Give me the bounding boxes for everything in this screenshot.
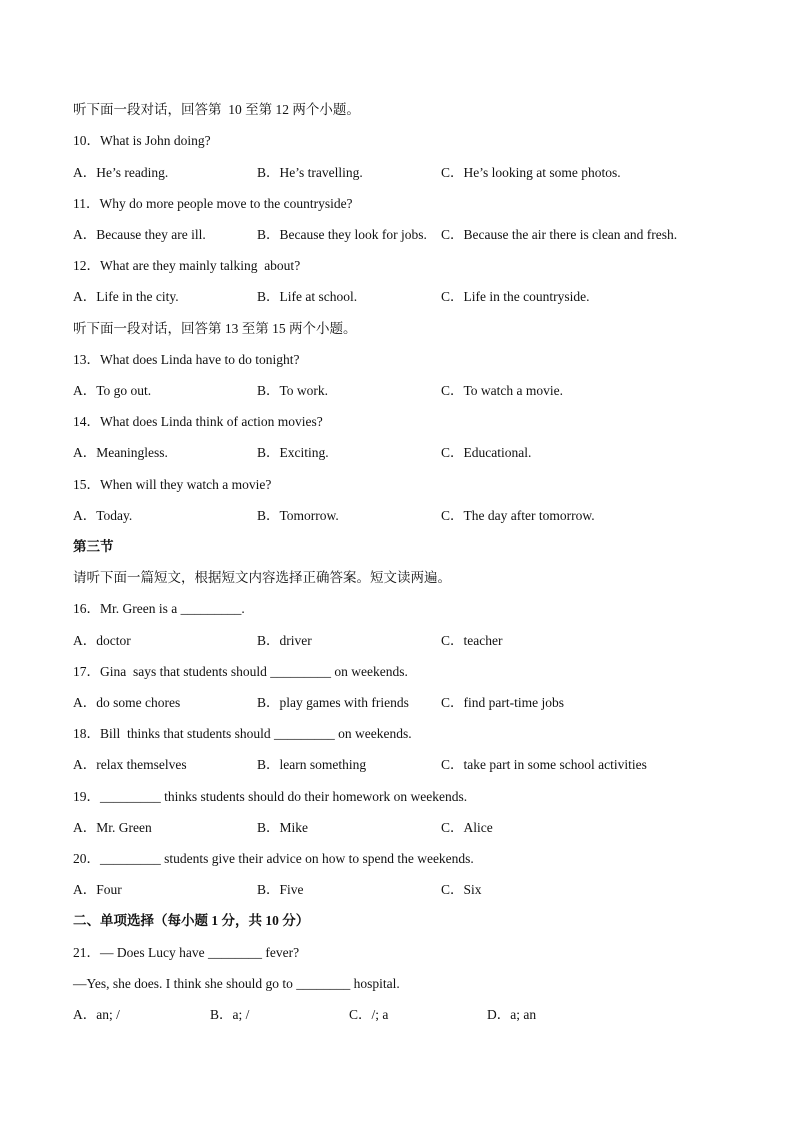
option-17-a[interactable]: A．do some chores — [73, 695, 181, 710]
question-21-reply: —Yes, she does. I think she should go to ________ hospital. — [73, 976, 400, 991]
question-14: 14．What does Linda think of action movies? — [73, 414, 323, 429]
option-14-b[interactable]: B．Exciting. — [257, 445, 329, 460]
option-12-c[interactable]: C．Life in the countryside. — [441, 289, 590, 304]
option-10-b[interactable]: B．He’s travelling. — [257, 165, 363, 180]
option-20-b[interactable]: B．Five — [257, 882, 304, 897]
option-19-b[interactable]: B．Mike — [257, 820, 309, 835]
option-12-b[interactable]: B．Life at school. — [257, 289, 358, 304]
section-instruction: 听下面一段对话，回答第 10 至第 12 两个小题。 — [73, 102, 360, 117]
section-heading: 第三节 — [73, 539, 114, 554]
option-16-c[interactable]: C．teacher — [441, 633, 503, 648]
option-16-a[interactable]: A．doctor — [73, 633, 131, 648]
question-19: 19．_________ thinks students should do their homework on weekends. — [73, 789, 468, 804]
option-15-b[interactable]: B．Tomorrow. — [257, 508, 339, 523]
option-10-a[interactable]: A．He’s reading. — [73, 165, 169, 180]
option-12-a[interactable]: A．Life in the city. — [73, 289, 179, 304]
option-14-c[interactable]: C．Educational. — [441, 445, 532, 460]
option-16-b[interactable]: B．driver — [257, 633, 312, 648]
option-21-a[interactable]: A．an; / — [73, 1007, 120, 1022]
option-18-a[interactable]: A．relax themselves — [73, 757, 187, 772]
option-17-b[interactable]: B．play games with friends — [257, 695, 409, 710]
option-19-a[interactable]: A．Mr. Green — [73, 820, 152, 835]
option-18-b[interactable]: B．learn something — [257, 757, 367, 772]
option-11-b[interactable]: B．Because they look for jobs. — [257, 227, 427, 242]
section-instruction: 请听下面一篇短文，根据短文内容选择正确答案。短文读两遍。 — [73, 570, 451, 585]
question-11: 11．Why do more people move to the countryside? — [73, 196, 353, 211]
option-15-c[interactable]: C．The day after tomorrow. — [441, 508, 595, 523]
option-11-a[interactable]: A．Because they are ill. — [73, 227, 206, 242]
option-18-c[interactable]: C．take part in some school activities — [441, 757, 647, 772]
question-21: 21．— Does Lucy have ________ fever? — [73, 945, 300, 960]
question-10: 10．What is John doing? — [73, 133, 211, 148]
option-21-c[interactable]: C．/; a — [349, 1007, 389, 1022]
option-10-c[interactable]: C．He’s looking at some photos. — [441, 165, 621, 180]
option-19-c[interactable]: C．Alice — [441, 820, 493, 835]
part-heading: 二、单项选择（每小题 1 分，共 10 分） — [73, 913, 310, 928]
option-13-b[interactable]: B．To work. — [257, 383, 329, 398]
option-13-a[interactable]: A．To go out. — [73, 383, 152, 398]
option-14-a[interactable]: A．Meaningless. — [73, 445, 168, 460]
option-11-c[interactable]: C．Because the air there is clean and fresh. — [441, 227, 678, 242]
question-15: 15．When will they watch a movie? — [73, 477, 272, 492]
question-16: 16．Mr. Green is a _________. — [73, 601, 245, 616]
section-instruction: 听下面一段对话，回答第 13 至第 15 两个小题。 — [73, 321, 357, 336]
option-20-c[interactable]: C．Six — [441, 882, 482, 897]
option-20-a[interactable]: A．Four — [73, 882, 122, 897]
question-18: 18．Bill thinks that students should _________ on weekends. — [73, 726, 412, 741]
question-13: 13．What does Linda have to do tonight? — [73, 352, 300, 367]
question-12: 12．What are they mainly talking about? — [73, 258, 301, 273]
option-15-a[interactable]: A．Today. — [73, 508, 133, 523]
question-20: 20．_________ students give their advice on how to spend the weekends. — [73, 851, 474, 866]
question-17: 17．Gina says that students should _________ on weekends. — [73, 664, 408, 679]
option-21-b[interactable]: B．a; / — [210, 1007, 250, 1022]
option-17-c[interactable]: C．find part-time jobs — [441, 695, 564, 710]
option-21-d[interactable]: D．a; an — [487, 1007, 537, 1022]
option-13-c[interactable]: C．To watch a movie. — [441, 383, 564, 398]
